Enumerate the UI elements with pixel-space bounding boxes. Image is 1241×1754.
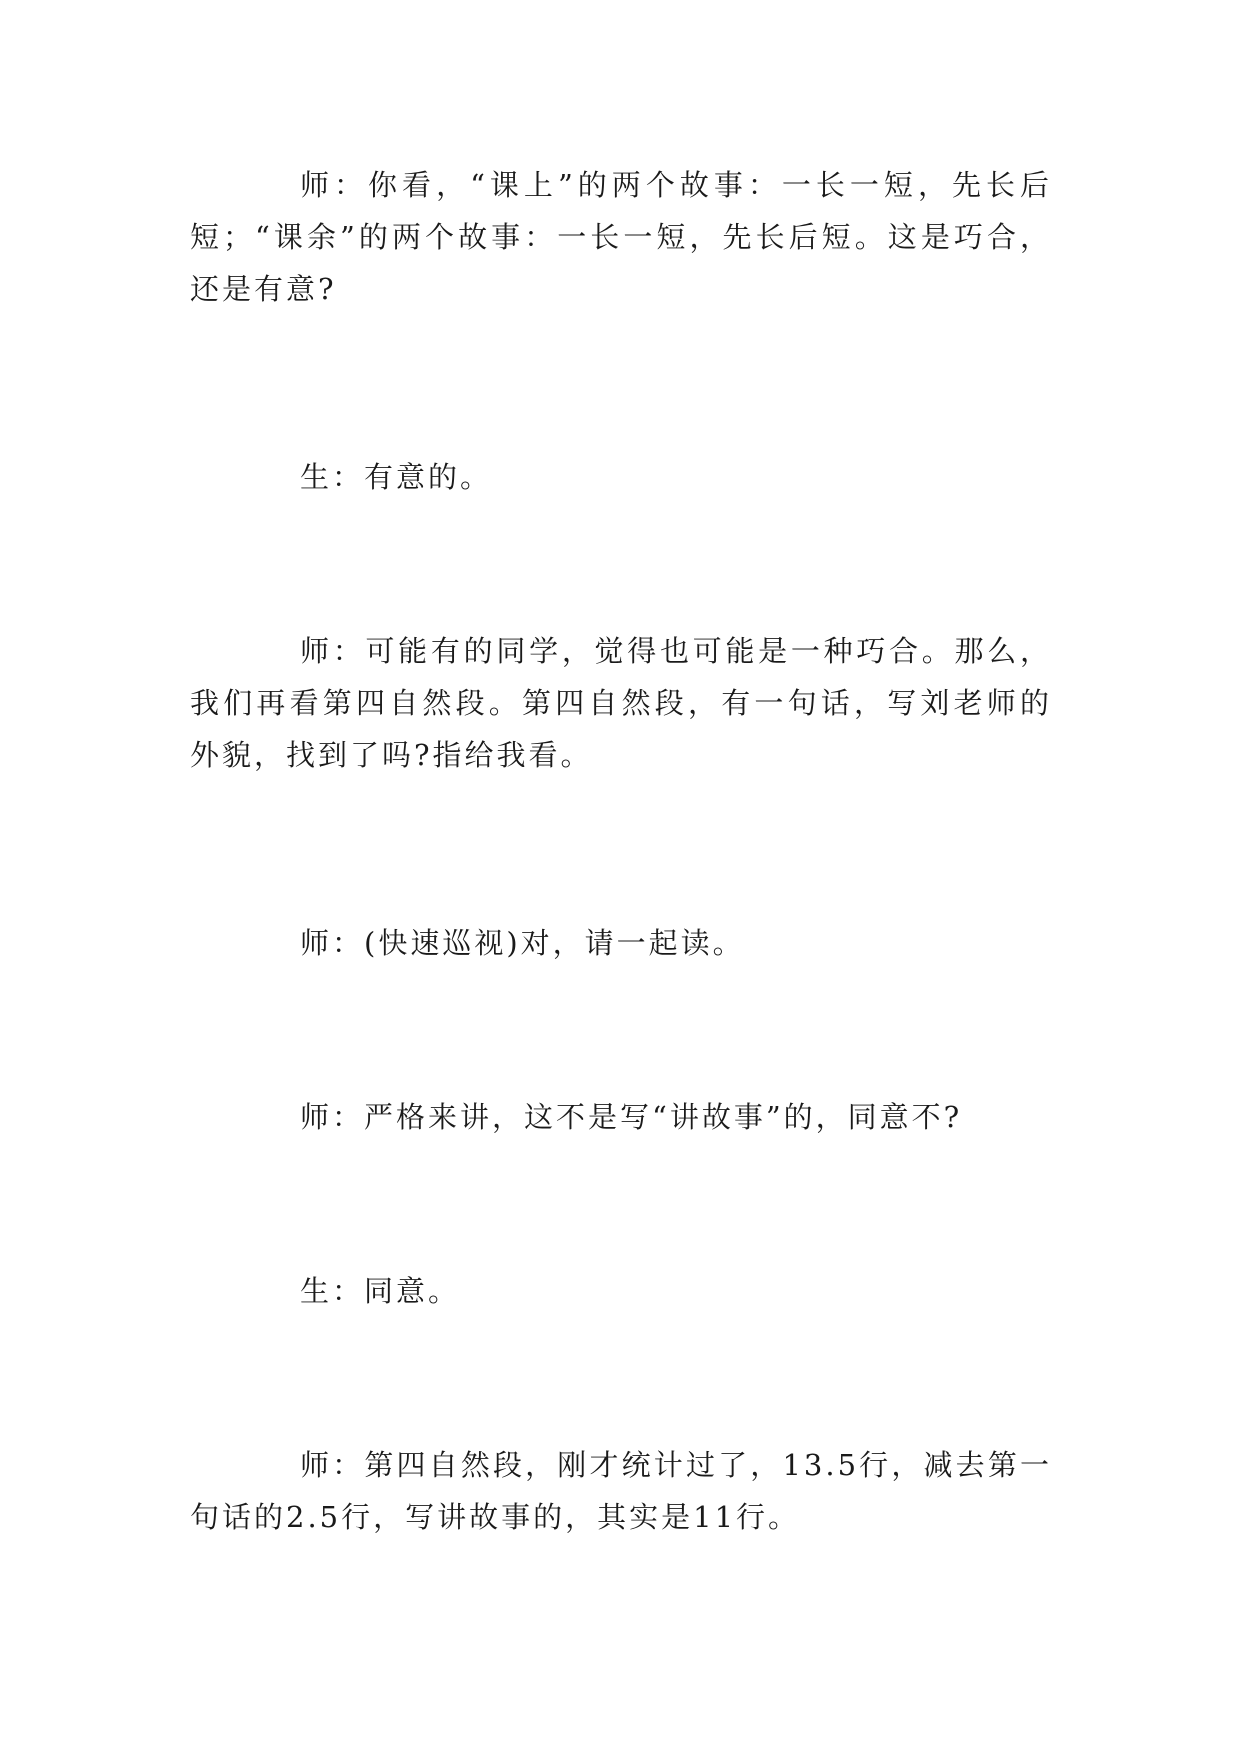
paragraph-teacher-5: 师：第四自然段，刚才统计过了，13.5行，减去第一句话的2.5行，写讲故事的，其实是11行。 — [190, 1448, 1052, 1534]
paragraph-student-1: 生：有意的。 — [300, 460, 493, 494]
paragraph-teacher-2: 师：可能有的同学，觉得也可能是一种巧合。那么，我们再看第四自然段。第四自然段，有一句话，写刘老师的外貌，找到了吗?指给我看。 — [190, 634, 1052, 772]
paragraph-student-2: 生：同意。 — [300, 1274, 461, 1308]
paragraph-teacher-4: 师：严格来讲，这不是写“讲故事”的，同意不? — [300, 1100, 963, 1134]
paragraph-teacher-3: 师：(快速巡视)对，请一起读。 — [300, 926, 745, 960]
paragraph-teacher-1: 师：你看，“课上”的两个故事：一长一短，先长后短；“课余”的两个故事：一长一短，先长后短。这是巧合，还是有意? — [190, 168, 1052, 306]
